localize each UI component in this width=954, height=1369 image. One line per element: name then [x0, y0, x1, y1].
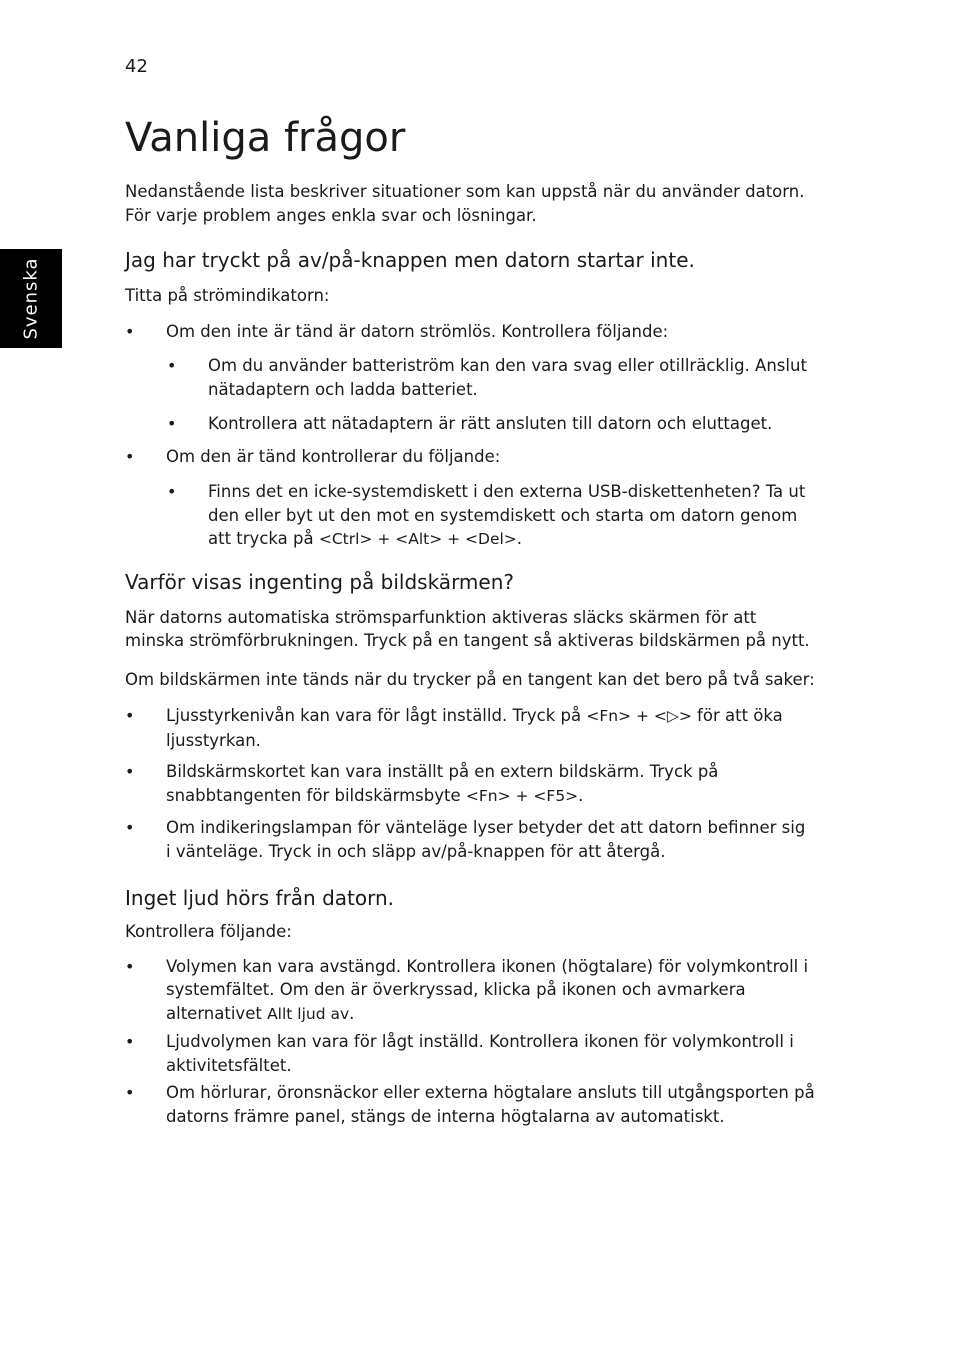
section-display-paragraph-2: Om bildskärmen inte tänds när du trycker på en tangent kan det bero på två saker: — [125, 669, 815, 689]
section-display-paragraph-1: När datorns automatiska strömsparfunktion aktiveras släcks skärmen för att minska strömförbrukningen. Tryck på en tangent så aktiveras bildskärmen på nytt. — [125, 607, 810, 650]
list-item — [125, 412, 815, 436]
language-side-tab — [0, 249, 62, 348]
list-item — [125, 1081, 815, 1128]
intro-paragraph: Nedanstående lista beskriver situationer som kan uppstå när du använder datorn. För varje problem anges enkla svar och lösningar. — [125, 182, 805, 225]
page-content — [125, 114, 815, 1128]
list-item — [125, 704, 815, 752]
section-heading-audio: Inget ljud hörs från datorn. — [125, 886, 395, 910]
bullet-icon: • — [125, 321, 135, 341]
punctuation: . — [349, 1003, 355, 1023]
list-item-text-end: för att öka ljusstyrkan. — [166, 706, 783, 750]
list-item — [125, 354, 815, 401]
bullet-icon: • — [167, 414, 177, 433]
list-item-text: Ljudvolymen kan vara för lågt inställd. Kontrollera ikonen för volymkontroll i aktivitetsfältet. — [166, 1032, 794, 1075]
list-item — [125, 955, 815, 1027]
page-number: 42 — [125, 56, 148, 77]
bullet-icon: • — [167, 482, 177, 501]
list-item — [125, 816, 815, 863]
list-item-text: Om den inte är tänd är datorn strömlös. Kontrollera följande: — [166, 321, 669, 341]
section-audio-list — [125, 955, 815, 1129]
key-combo-ctrl-alt-del: <Ctrl> + <Alt> + <Del> — [318, 530, 517, 548]
list-item — [125, 760, 815, 808]
list-item — [125, 445, 815, 469]
section-heading-display: Varför visas ingenting på bildskärmen? — [125, 569, 515, 594]
section-display-list — [125, 704, 815, 863]
bullet-icon: • — [125, 446, 135, 466]
bullet-icon: • — [125, 956, 135, 976]
list-item — [125, 1030, 815, 1077]
section-audio-lead: Kontrollera följande: — [125, 922, 292, 941]
punctuation: . — [578, 785, 584, 805]
list-item-text: Om hörlurar, öronsnäckor eller externa högtalare ansluts till utgångsporten på datorns främre panel, stängs de interna högtalarna av automatiskt. — [166, 1083, 815, 1126]
list-item-text: Kontrollera att nätadaptern är rätt ansluten till datorn och eluttaget. — [208, 414, 773, 433]
list-item-text: Om den är tänd kontrollerar du följande: — [166, 446, 501, 466]
bullet-icon: • — [125, 1032, 135, 1051]
page-title: Vanliga frågor — [125, 115, 406, 161]
punctuation: . — [516, 529, 523, 548]
list-item-text: Volymen kan vara avstängd. Kontrollera ikonen (högtalare) för volymkontroll i systemfältet. Om den är överkryssad, klicka på ikonen och avmarkera alternativet — [166, 956, 809, 1023]
list-item-text: Bildskärmskortet kan vara inställt på en extern bildskärm. Tryck på snabbtangenten för bildskärmsbyte — [166, 762, 719, 805]
section-power-list — [125, 320, 815, 552]
bullet-icon: • — [167, 356, 177, 375]
bullet-icon: • — [125, 818, 135, 837]
key-combo-display-switch: <Fn> + <F5> — [465, 786, 579, 805]
list-item-text: Ljusstyrkenivån kan vara för lågt inställd. Tryck på — [166, 706, 587, 725]
key-combo-brightness: <Fn> + <▷> — [586, 707, 692, 725]
language-side-tab-label: Svenska — [20, 257, 42, 340]
list-item — [125, 480, 815, 552]
list-item — [125, 320, 815, 344]
bullet-icon: • — [125, 706, 135, 725]
list-item-text: Finns det en icke-systemdiskett i den externa USB-diskettenheten? Ta ut den eller byt ut den mot en systemdiskett och starta om datorn genom att trycka på — [208, 482, 806, 548]
list-item-text: Om du använder batteriström kan den vara svag eller otillräcklig. Anslut nätadaptern och ladda batteriet. — [208, 356, 807, 399]
section-power-lead: Titta på strömindikatorn: — [125, 286, 330, 305]
bullet-icon: • — [125, 762, 135, 781]
list-item-text: Om indikeringslampan för vänteläge lyser betyder det att datorn befinner sig i vänteläge. Tryck in och släpp av/på-knappen för att återgå. — [166, 818, 806, 861]
bullet-icon: • — [125, 1083, 135, 1102]
section-heading-power: Jag har tryckt på av/på-knappen men datorn startar inte. — [125, 248, 695, 272]
option-mute-all: Allt ljud av — [267, 1004, 350, 1023]
